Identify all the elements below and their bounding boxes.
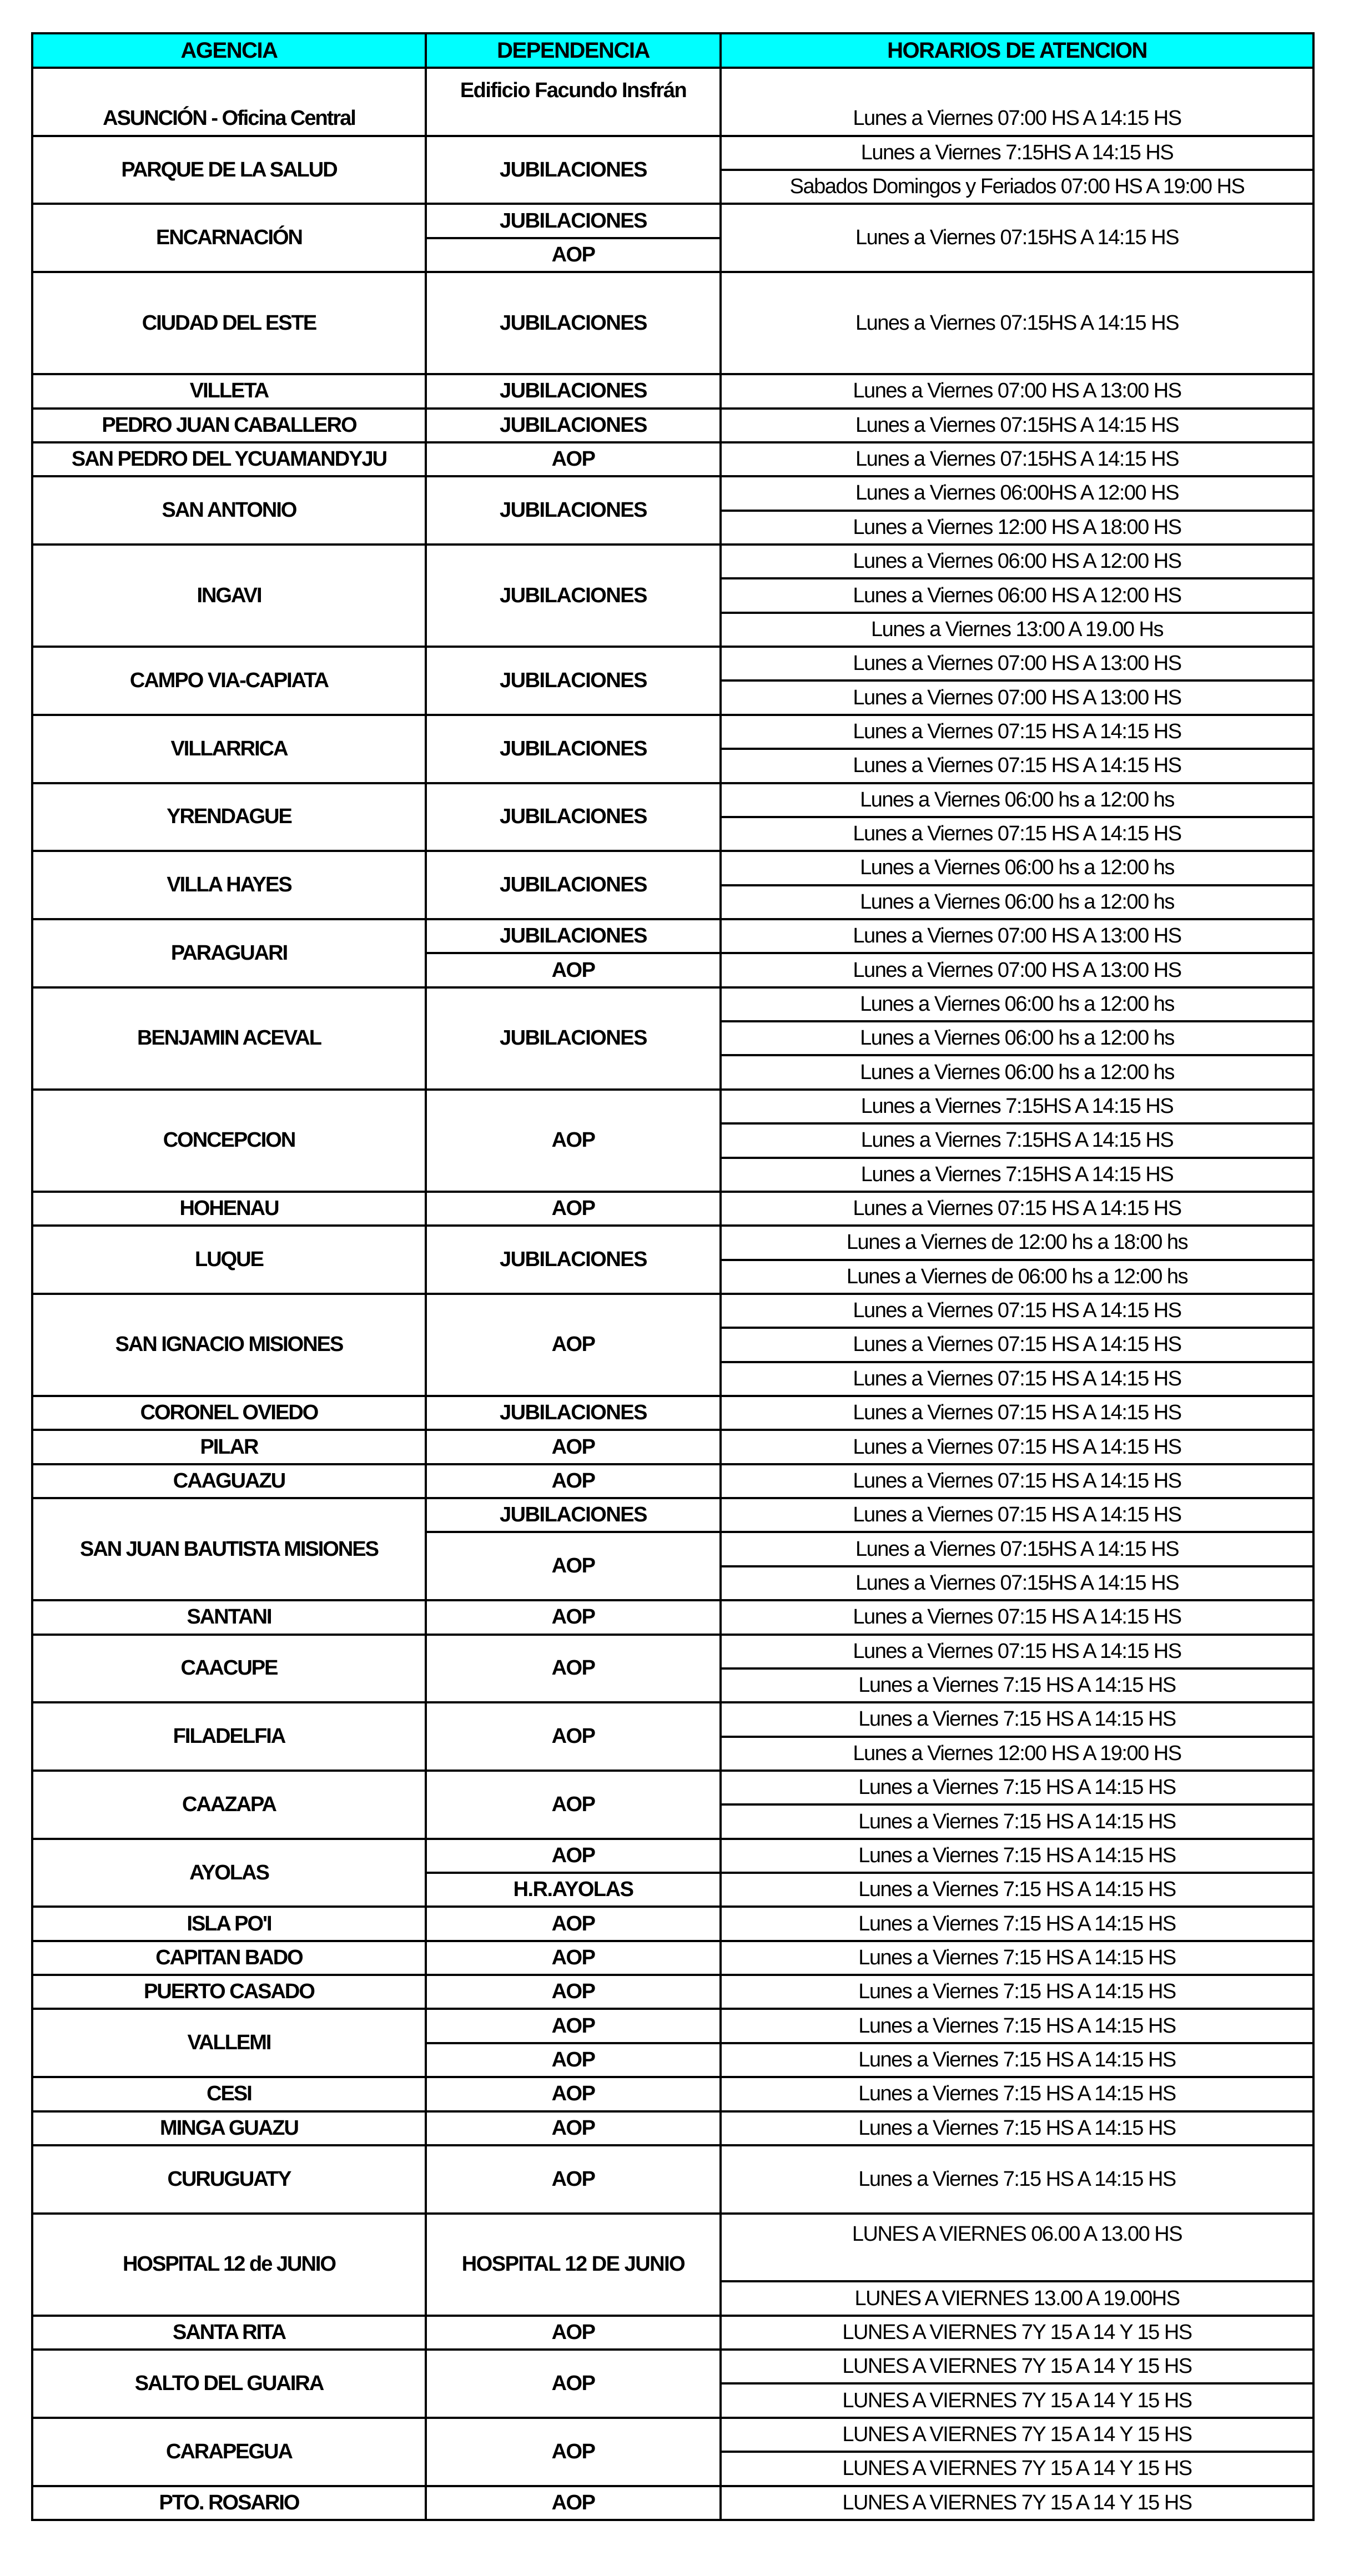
hours-cell: Lunes a Viernes 7:15 HS A 14:15 HS	[721, 2043, 1313, 2077]
hours-cell: Lunes a Viernes 7:15 HS A 14:15 HS	[721, 1873, 1313, 1907]
table-row	[32, 136, 1313, 170]
hours-cell: Lunes a Viernes 13:00 A 19.00 Hs	[721, 613, 1313, 647]
hours-cell: Lunes a Viernes 7:15HS A 14:15 HS	[721, 136, 1313, 170]
table-row	[32, 2316, 1313, 2350]
agency-name: FILADELFIA	[32, 1702, 426, 1771]
hours-cell: Lunes a Viernes 06:00 hs a 12:00 hs	[721, 1055, 1313, 1089]
agency-name: CAPITAN BADO	[32, 1941, 426, 1975]
hours-cell: Lunes a Viernes de 12:00 hs a 18:00 hs	[721, 1226, 1313, 1259]
agency-name: SANTANI	[32, 1600, 426, 1634]
dependency-name: AOP	[426, 1294, 721, 1396]
hours-cell: Lunes a Viernes 07:15 HS A 14:15 HS	[721, 749, 1313, 783]
agency-name: BENJAMIN ACEVAL	[32, 987, 426, 1090]
header-agencia: AGENCIA	[32, 33, 426, 68]
hours-cell: LUNES A VIERNES 13.00 A 19.00HS	[721, 2281, 1313, 2315]
dependency-name: AOP	[426, 1192, 721, 1226]
table-row	[32, 476, 1313, 510]
hours-cell: Lunes a Viernes 7:15HS A 14:15 HS	[721, 1123, 1313, 1157]
dependency-name: HOSPITAL 12 DE JUNIO	[426, 2214, 721, 2316]
dependency-name: AOP	[426, 2145, 721, 2214]
hours-cell: Lunes a Viernes de 06:00 hs a 12:00 hs	[721, 1260, 1313, 1294]
table-row	[32, 2009, 1313, 2043]
table-row	[32, 2486, 1313, 2520]
hours-cell: Lunes a Viernes 07:15 HS A 14:15 HS	[721, 1600, 1313, 1634]
dependency-name: JUBILACIONES	[426, 647, 721, 715]
agency-name: AYOLAS	[32, 1839, 426, 1907]
hours-cell: Lunes a Viernes 07:15 HS A 14:15 HS	[721, 1192, 1313, 1226]
header-horarios: HORARIOS DE ATENCION	[721, 33, 1313, 68]
hours-cell: Lunes a Viernes 7:15HS A 14:15 HS	[721, 1158, 1313, 1192]
hours-cell: Lunes a Viernes 07:15HS A 14:15 HS	[721, 442, 1313, 476]
hours-cell: Lunes a Viernes 07:15 HS A 14:15 HS	[721, 1464, 1313, 1498]
table-row	[32, 545, 1313, 578]
hours-cell: LUNES A VIERNES 7Y 15 A 14 Y 15 HS	[721, 2383, 1313, 2417]
dependency-name: JUBILACIONES	[426, 783, 721, 851]
agency-name: PARQUE DE LA SALUD	[32, 136, 426, 204]
dependency-name: AOP	[426, 1907, 721, 1940]
dependency-name: JUBILACIONES	[426, 1396, 721, 1430]
agency-name: PUERTO CASADO	[32, 1975, 426, 2009]
agency-name: SAN PEDRO DEL YCUAMANDYJU	[32, 442, 426, 476]
dependency-name: JUBILACIONES	[426, 987, 721, 1090]
dependency-name: AOP	[426, 1975, 721, 2009]
agency-name: CAACUPE	[32, 1635, 426, 1703]
hours-cell: Lunes a Viernes 7:15 HS A 14:15 HS	[721, 1907, 1313, 1940]
dependency-name: JUBILACIONES	[426, 272, 721, 374]
table-row	[32, 1941, 1313, 1975]
dependency-name: AOP	[426, 2077, 721, 2111]
table-row	[32, 442, 1313, 476]
dependency-name: JUBILACIONES	[426, 409, 721, 442]
hours-cell: Lunes a Viernes 07:00 HS A 13:00 HS	[721, 953, 1313, 987]
hours-cell: Lunes a Viernes 7:15 HS A 14:15 HS	[721, 1839, 1313, 1873]
agency-name: PARAGUARI	[32, 919, 426, 987]
hours-cell: Lunes a Viernes 07:15HS A 14:15 HS	[721, 272, 1313, 374]
hours-cell: Lunes a Viernes 06:00 hs a 12:00 hs	[721, 1021, 1313, 1055]
agency-name: YRENDAGUE	[32, 783, 426, 851]
agency-name: CAAZAPA	[32, 1771, 426, 1839]
table-row	[32, 851, 1313, 885]
hours-cell: Lunes a Viernes 7:15 HS A 14:15 HS	[721, 1975, 1313, 2009]
schedule-sheet	[31, 32, 1312, 2521]
table-row	[32, 2214, 1313, 2247]
dependency-name: JUBILACIONES	[426, 919, 721, 953]
agency-name: CESI	[32, 2077, 426, 2111]
dependency-name: AOP	[426, 2316, 721, 2350]
table-row	[32, 68, 1313, 102]
dependency-name: AOP	[426, 2043, 721, 2077]
hours-cell: LUNES A VIERNES 7Y 15 A 14 Y 15 HS	[721, 2452, 1313, 2486]
dependency-name: AOP	[426, 953, 721, 987]
hours-cell: Lunes a Viernes 06:00 HS A 12:00 HS	[721, 545, 1313, 578]
agency-name: VILLARRICA	[32, 715, 426, 783]
hours-cell: Lunes a Viernes 07:00 HS A 13:00 HS	[721, 680, 1313, 714]
hours-cell: Lunes a Viernes 7:15 HS A 14:15 HS	[721, 2009, 1313, 2043]
dependency-name: AOP	[426, 1464, 721, 1498]
hours-cell: Lunes a Viernes 07:15 HS A 14:15 HS	[721, 1294, 1313, 1328]
hours-cell: Lunes a Viernes 07:15HS A 14:15 HS	[721, 204, 1313, 272]
hours-cell: Lunes a Viernes 07:15 HS A 14:15 HS	[721, 817, 1313, 851]
table-row	[32, 1600, 1313, 1634]
agency-name: HOHENAU	[32, 1192, 426, 1226]
table-row	[32, 1464, 1313, 1498]
table-row	[32, 1226, 1313, 1259]
dependency-name: JUBILACIONES	[426, 851, 721, 919]
hours-cell: LUNES A VIERNES 7Y 15 A 14 Y 15 HS	[721, 2316, 1313, 2350]
table-row	[32, 1702, 1313, 1736]
table-row	[32, 2145, 1313, 2179]
agency-name: VALLEMI	[32, 2009, 426, 2077]
dependency-name: AOP	[426, 1430, 721, 1464]
table-row	[32, 1907, 1313, 1940]
hours-cell: Lunes a Viernes 07:15 HS A 14:15 HS	[721, 1635, 1313, 1668]
hours-cell: Lunes a Viernes 07:15 HS A 14:15 HS	[721, 1328, 1313, 1362]
hours-cell: Lunes a Viernes 06:00HS A 12:00 HS	[721, 476, 1313, 510]
agency-name: HOSPITAL 12 de JUNIO	[32, 2214, 426, 2316]
table-row	[32, 1192, 1313, 1226]
hours-cell: Lunes a Viernes 07:15 HS A 14:15 HS	[721, 715, 1313, 749]
hours-cell: Lunes a Viernes 06:00 HS A 12:00 HS	[721, 578, 1313, 612]
agency-name: PTO. ROSARIO	[32, 2486, 426, 2520]
agency-name: MINGA GUAZU	[32, 2111, 426, 2145]
hours-cell: Sabados Domingos y Feriados 07:00 HS A 19:00 HS	[721, 170, 1313, 204]
hours-cell: Lunes a Viernes 06:00 hs a 12:00 hs	[721, 783, 1313, 817]
hours-cell: Lunes a Viernes 7:15 HS A 14:15 HS	[721, 1702, 1313, 1736]
hours-cell: Lunes a Viernes 07:15 HS A 14:15 HS	[721, 1498, 1313, 1532]
agency-name: SAN ANTONIO	[32, 476, 426, 545]
hours-cell: LUNES A VIERNES 7Y 15 A 14 Y 15 HS	[721, 2486, 1313, 2520]
dependency-name: AOP	[426, 442, 721, 476]
table-row	[32, 919, 1313, 953]
table-row	[32, 1975, 1313, 2009]
hours-cell: Lunes a Viernes 12:00 HS A 18:00 HS	[721, 511, 1313, 545]
dependency-name: AOP	[426, 2009, 721, 2043]
hours-cell: Lunes a Viernes 06:00 hs a 12:00 hs	[721, 987, 1313, 1021]
header-dependencia: DEPENDENCIA	[426, 33, 721, 68]
hours-cell: Lunes a Viernes 07:00 HS A 13:00 HS	[721, 647, 1313, 680]
dependency-name: AOP	[426, 2486, 721, 2520]
table-row	[32, 1090, 1313, 1123]
agency-name: LUQUE	[32, 1226, 426, 1294]
dependency-name: JUBILACIONES	[426, 545, 721, 647]
hours-cell: Lunes a Viernes 7:15HS A 14:15 HS	[721, 1090, 1313, 1123]
hours-cell: Lunes a Viernes 07:15HS A 14:15 HS	[721, 409, 1313, 442]
dependency-name: AOP	[426, 1941, 721, 1975]
agency-name: ASUNCIÓN - Oficina Central	[32, 68, 426, 136]
table-row	[32, 783, 1313, 817]
agency-name: INGAVI	[32, 545, 426, 647]
hours-cell: Lunes a Viernes 12:00 HS A 19:00 HS	[721, 1737, 1313, 1771]
schedule-body	[32, 68, 1313, 2520]
agency-name: SALTO DEL GUAIRA	[32, 2350, 426, 2418]
dependency-name: AOP	[426, 238, 721, 272]
hours-cell: Lunes a Viernes 7:15 HS A 14:15 HS	[721, 1941, 1313, 1975]
hours-cell: Lunes a Viernes 07:15HS A 14:15 HS	[721, 1566, 1313, 1600]
dependency-name: AOP	[426, 1090, 721, 1192]
dependency-name: AOP	[426, 1839, 721, 1873]
table-row	[32, 2418, 1313, 2452]
hours-cell: Lunes a Viernes 07:00 HS A 13:00 HS	[721, 919, 1313, 953]
schedule-table	[31, 32, 1315, 2521]
header-row	[32, 33, 1313, 68]
hours-cell: Lunes a Viernes 07:00 HS A 14:15 HS	[721, 68, 1313, 136]
hours-cell: LUNES A VIERNES 7Y 15 A 14 Y 15 HS	[721, 2418, 1313, 2452]
agency-name: CARAPEGUA	[32, 2418, 426, 2486]
table-row	[32, 1430, 1313, 1464]
hours-cell: Lunes a Viernes 7:15 HS A 14:15 HS	[721, 2111, 1313, 2145]
table-row	[32, 409, 1313, 442]
dependency-name: AOP	[426, 1532, 721, 1600]
hours-cell: Lunes a Viernes 07:15 HS A 14:15 HS	[721, 1430, 1313, 1464]
agency-name: PEDRO JUAN CABALLERO	[32, 409, 426, 442]
dependency-name: JUBILACIONES	[426, 1226, 721, 1294]
agency-name: CONCEPCION	[32, 1090, 426, 1192]
table-row	[32, 1839, 1313, 1873]
dependency-name: JUBILACIONES	[426, 204, 721, 238]
agency-name: ISLA PO'I	[32, 1907, 426, 1940]
hours-cell: Lunes a Viernes 7:15 HS A 14:15 HS	[721, 1668, 1313, 1702]
agency-name: SANTA RITA	[32, 2316, 426, 2350]
dependency-name: JUBILACIONES	[426, 1498, 721, 1532]
dependency-name: AOP	[426, 2350, 721, 2418]
agency-name: PILAR	[32, 1430, 426, 1464]
dependency-name: AOP	[426, 1600, 721, 1634]
table-row	[32, 2111, 1313, 2145]
hours-cell: LUNES A VIERNES 06.00 A 13.00 HS	[721, 2214, 1313, 2282]
table-row	[32, 715, 1313, 749]
dependency-name: AOP	[426, 1635, 721, 1703]
table-row	[32, 647, 1313, 680]
dependency-name: JUBILACIONES	[426, 476, 721, 545]
dependency-name: Edificio Facundo Insfrán	[426, 68, 721, 136]
table-row	[32, 374, 1313, 408]
hours-cell: Lunes a Viernes 7:15 HS A 14:15 HS	[721, 2077, 1313, 2111]
agency-name: SAN IGNACIO MISIONES	[32, 1294, 426, 1396]
dependency-name: JUBILACIONES	[426, 715, 721, 783]
dependency-name: AOP	[426, 1702, 721, 1771]
hours-cell: Lunes a Viernes 7:15 HS A 14:15 HS	[721, 1771, 1313, 1804]
dependency-name: H.R.AYOLAS	[426, 1873, 721, 1907]
agency-name: CAMPO VIA-CAPIATA	[32, 647, 426, 715]
agency-name: CAAGUAZU	[32, 1464, 426, 1498]
table-row	[32, 1635, 1313, 1668]
dependency-name: JUBILACIONES	[426, 374, 721, 408]
agency-name: CORONEL OVIEDO	[32, 1396, 426, 1430]
hours-cell: Lunes a Viernes 07:15 HS A 14:15 HS	[721, 1396, 1313, 1430]
table-row	[32, 2077, 1313, 2111]
hours-cell: Lunes a Viernes 06:00 hs a 12:00 hs	[721, 851, 1313, 885]
hours-cell: Lunes a Viernes 7:15 HS A 14:15 HS	[721, 1804, 1313, 1838]
table-row	[32, 1498, 1313, 1532]
table-row	[32, 987, 1313, 1021]
hours-cell: Lunes a Viernes 07:15HS A 14:15 HS	[721, 1532, 1313, 1566]
agency-name: ENCARNACIÓN	[32, 204, 426, 272]
table-row	[32, 1771, 1313, 1804]
hours-cell: Lunes a Viernes 06:00 hs a 12:00 hs	[721, 885, 1313, 919]
agency-name: CIUDAD DEL ESTE	[32, 272, 426, 374]
hours-cell: Lunes a Viernes 7:15 HS A 14:15 HS	[721, 2145, 1313, 2214]
table-row	[32, 1294, 1313, 1328]
agency-name: VILLA HAYES	[32, 851, 426, 919]
dependency-name: AOP	[426, 2111, 721, 2145]
table-row	[32, 2350, 1313, 2383]
table-row	[32, 204, 1313, 238]
agency-name: CURUGUATY	[32, 2145, 426, 2214]
agency-name: SAN JUAN BAUTISTA MISIONES	[32, 1498, 426, 1600]
hours-cell: Lunes a Viernes 07:00 HS A 13:00 HS	[721, 374, 1313, 408]
dependency-name: AOP	[426, 2418, 721, 2486]
agency-name: VILLETA	[32, 374, 426, 408]
dependency-name: JUBILACIONES	[426, 136, 721, 204]
table-row	[32, 272, 1313, 306]
dependency-name: AOP	[426, 1771, 721, 1839]
hours-cell: Lunes a Viernes 07:15 HS A 14:15 HS	[721, 1362, 1313, 1396]
hours-cell: LUNES A VIERNES 7Y 15 A 14 Y 15 HS	[721, 2350, 1313, 2383]
table-row	[32, 1396, 1313, 1430]
